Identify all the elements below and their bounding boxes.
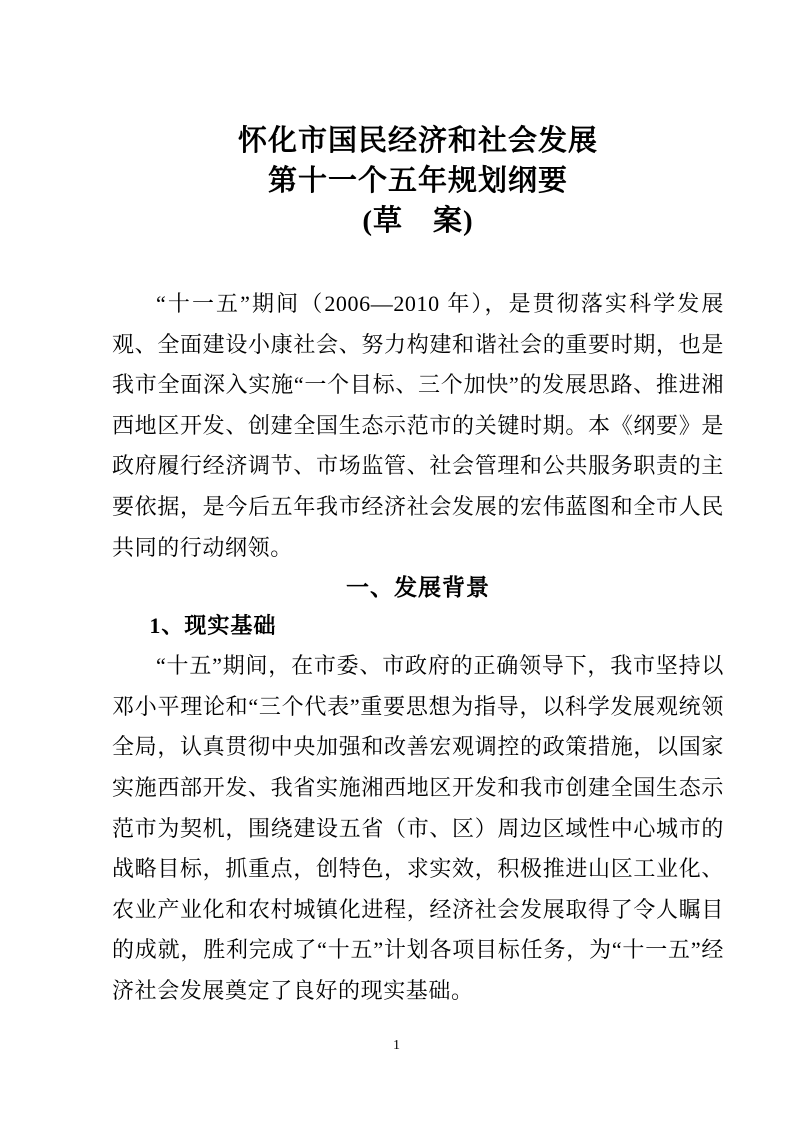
page-number: 1: [393, 1038, 400, 1053]
document-content: [112, 0, 724, 1012]
title-line-2: 第十一个五年规划纲要: [267, 165, 568, 197]
subsection-paragraph: “十五”期间，在市委、市政府的正确领导下，我市坚持以邓小平理论和“三个代表”重要思想为指导，以科学发展观统领全局，认真贯彻中央加强和改善宏观调控的政策措施，以国家实施西部开发、我省实施湘西地区开发和我市创建全国生态示范市为契机，围绕建设五省（市、区）周边区域性中心城市的战略目标，抓重点，创特色，求实效，积极推进山区工业化、农业产业化和农村城镇化进程，经济社会发展取得了令人瞩目的成就，胜利完成了“十五”计划各项目标任务，为“十一五”经济社会发展奠定了良好的现实基础。: [112, 653, 724, 1003]
title-line-1: 怀化市国民经济和社会发展: [237, 125, 598, 157]
intro-paragraph: “十一五”期间（2006—2010 年），是贯彻落实科学发展观、全面建设小康社会、努力构建和谐社会的重要时期，也是我市全面深入实施“一个目标、三个加快”的发展思路、推进湘西地区开发、创建全国生态示范市的关键时期。本《纲要》是政府履行经济调节、市场监管、社会管理和公共服务职责的主要依据，是今后五年我市经济社会发展的宏伟蓝图和全市人民共同的行动纲领。: [112, 291, 724, 560]
section-heading-development-background: 一、发展背景: [346, 574, 490, 601]
subsection-heading-current-foundation: 1、现实基础: [149, 613, 277, 639]
title-line-3: (草 案): [362, 205, 474, 237]
document-title: [112, 121, 724, 241]
